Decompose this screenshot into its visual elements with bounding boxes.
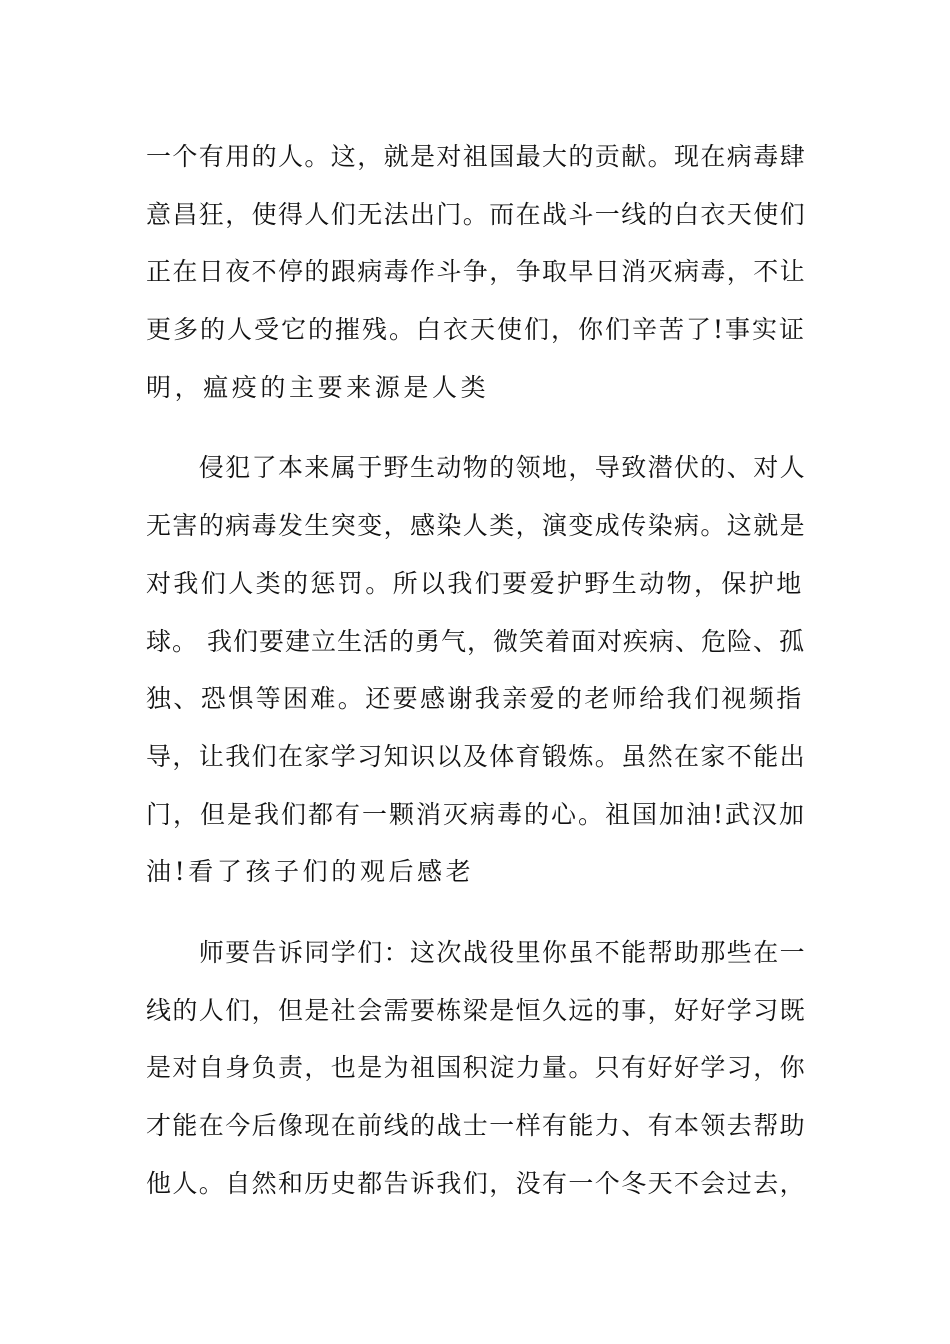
- text-line: 独、恐惧等困难。还要感谢我亲爱的老师给我们视频指: [146, 684, 804, 714]
- text-line: 他人。自然和历史都告诉我们，没有一个冬天不会过去，: [146, 1168, 807, 1198]
- paragraph-3: [146, 924, 806, 1212]
- text-line: 球。 我们要建立生活的勇气，微笑着面对疾病、危险、孤: [146, 626, 805, 656]
- text-line: 明，瘟疫的主要来源是人类: [146, 372, 490, 402]
- text-line: 正在日夜不停的跟病毒作斗争，争取早日消灭病毒，不让: [146, 257, 807, 287]
- paragraph-2: [146, 439, 806, 901]
- text-line: 线的人们，但是社会需要栋梁是恒久远的事，好好学习既: [146, 995, 807, 1025]
- paragraph-1: [146, 128, 806, 416]
- text-line: 导，让我们在家学习知识以及体育锻炼。虽然在家不能出: [146, 741, 807, 771]
- text-line: 才能在今后像现在前线的战士一样有能力、有本领去帮助: [146, 1111, 807, 1140]
- text-line: 门，但是我们都有一颗消灭病毒的心。祖国加油!武汉加: [146, 799, 807, 829]
- text-line: 无害的病毒发生突变，感染人类，演变成传染病。这就是: [146, 511, 807, 541]
- text-line: 更多的人受它的摧残。白衣天使们，你们辛苦了!事实证: [146, 315, 807, 345]
- text-line: 意昌狂，使得人们无法出门。而在战斗一线的白衣天使们: [146, 199, 807, 229]
- text-line: 侵犯了本来属于野生动物的领地，导致潜伏的、对人: [146, 453, 807, 483]
- text-line: 油!看了孩子们的观后感老: [146, 857, 475, 887]
- text-line: 一个有用的人。这，就是对祖国最大的贡献。现在病毒肆: [146, 142, 807, 171]
- text-line: 对我们人类的惩罚。所以我们要爱护野生动物，保护地: [146, 568, 804, 598]
- text-line: 师要告诉同学们：这次战役里你虽不能帮助那些在一: [146, 937, 807, 967]
- text-line: 是对自身负责，也是为祖国积淀力量。只有好好学习，你: [146, 1053, 807, 1083]
- document-body: [146, 128, 806, 1212]
